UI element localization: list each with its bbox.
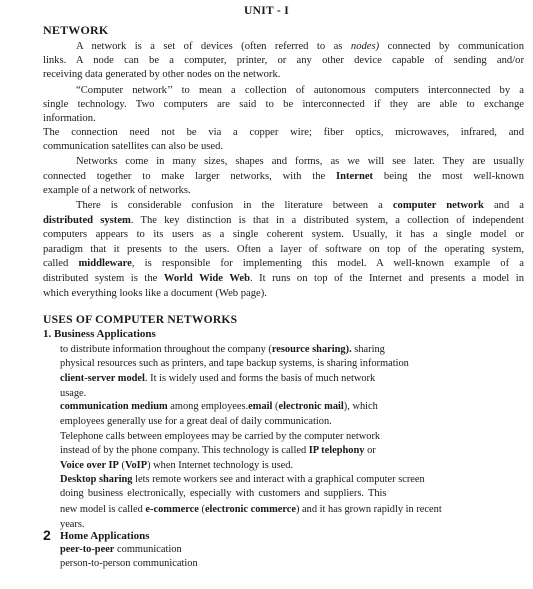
para1-line2: links. A node can be a computer, printer, or any other device capable of sending and/or xyxy=(43,55,524,66)
home-line2: person-to-person communication xyxy=(60,558,198,569)
business-line13: years. xyxy=(60,519,85,530)
para2-line3: information. xyxy=(43,113,96,124)
home-applications-heading: Home Applications xyxy=(60,530,150,542)
business-applications-heading: 1. Business Applications xyxy=(43,328,156,340)
business-line4: usage. xyxy=(60,388,87,399)
para2-line1: “Computer network’’ to mean a collection of autonomous computers interconnected by a xyxy=(76,85,524,96)
business-line3: client-server model. It is widely used and forms the basis of much network xyxy=(60,373,376,384)
business-line7: Telephone calls between employees may be carried by the computer network xyxy=(60,431,381,442)
home-line1: peer-to-peer communication xyxy=(60,544,182,555)
business-line2: physical resources such as printers, and tape backup systems, is sharing information xyxy=(60,358,409,369)
para5-line6: distributed system is the World Wide Web. It runs on top of the Internet and presents a model in xyxy=(43,273,524,284)
section-number-2: 2 xyxy=(43,527,51,543)
para2-line2: single technology. Two computers are said to be interconnected if they are able to exchange xyxy=(43,99,524,110)
business-line12: new model is called e-commerce (electronic commerce) and it has grown rapidly in recent xyxy=(60,504,442,515)
business-line6: employees generally use for a great deal of daily communication. xyxy=(60,416,332,427)
para5-line1: There is considerable confusion in the literature between a computer network and a xyxy=(76,200,525,211)
para5-line4: paradigm that it presents to the users. Often a layer of software on top of the operating system, xyxy=(43,244,524,255)
business-line11: doing business electronically, especially with customers and suppliers. This xyxy=(60,488,387,499)
para3-line2: communication satellites can also be used. xyxy=(43,141,224,152)
para4-line1: Networks come in many sizes, shapes and forms, as we will see later. They are usually xyxy=(76,156,524,167)
uses-heading: USES OF COMPUTER NETWORKS xyxy=(43,313,238,326)
para1-line3: receiving data generated by other nodes on the network. xyxy=(43,69,281,80)
para5-line5: called middleware, is responsible for implementing this model. A well-known example of a xyxy=(43,258,524,269)
unit-title: UNIT - I xyxy=(243,5,289,17)
business-line8: instead of by the phone company. This technology is called IP telephony or xyxy=(60,445,376,456)
business-line10: Desktop sharing lets remote workers see and interact with a graphical computer screen xyxy=(60,474,425,485)
para3-line1: The connection need not be via a copper wire; fiber optics, microwaves, infrared, and xyxy=(43,127,524,138)
business-line5: communication medium among employees.email (electronic mail), which xyxy=(60,401,378,412)
para5-line7: which everything looks like a document (Web page). xyxy=(43,288,267,299)
para1-line1: A network is a set of devices (often referred to as nodes) connected by communication xyxy=(76,41,524,52)
business-line1: to distribute information throughout the company (resource sharing). sharing xyxy=(60,344,385,355)
para5-line3: computers appears to its users as a single coherent system. Usually, it has a single model or xyxy=(43,229,524,240)
network-heading: NETWORK xyxy=(43,23,109,37)
business-line9: Voice over IP (VoIP) when Internet technology is used. xyxy=(60,460,294,471)
para4-line3: example of a network of networks. xyxy=(43,185,191,196)
para4-line2: connected together to make larger networks, with the Internet being the most well-known xyxy=(43,171,524,182)
para5-line2: distributed system. The key distinction is that in a distributed system, a collection of independent xyxy=(43,215,525,226)
